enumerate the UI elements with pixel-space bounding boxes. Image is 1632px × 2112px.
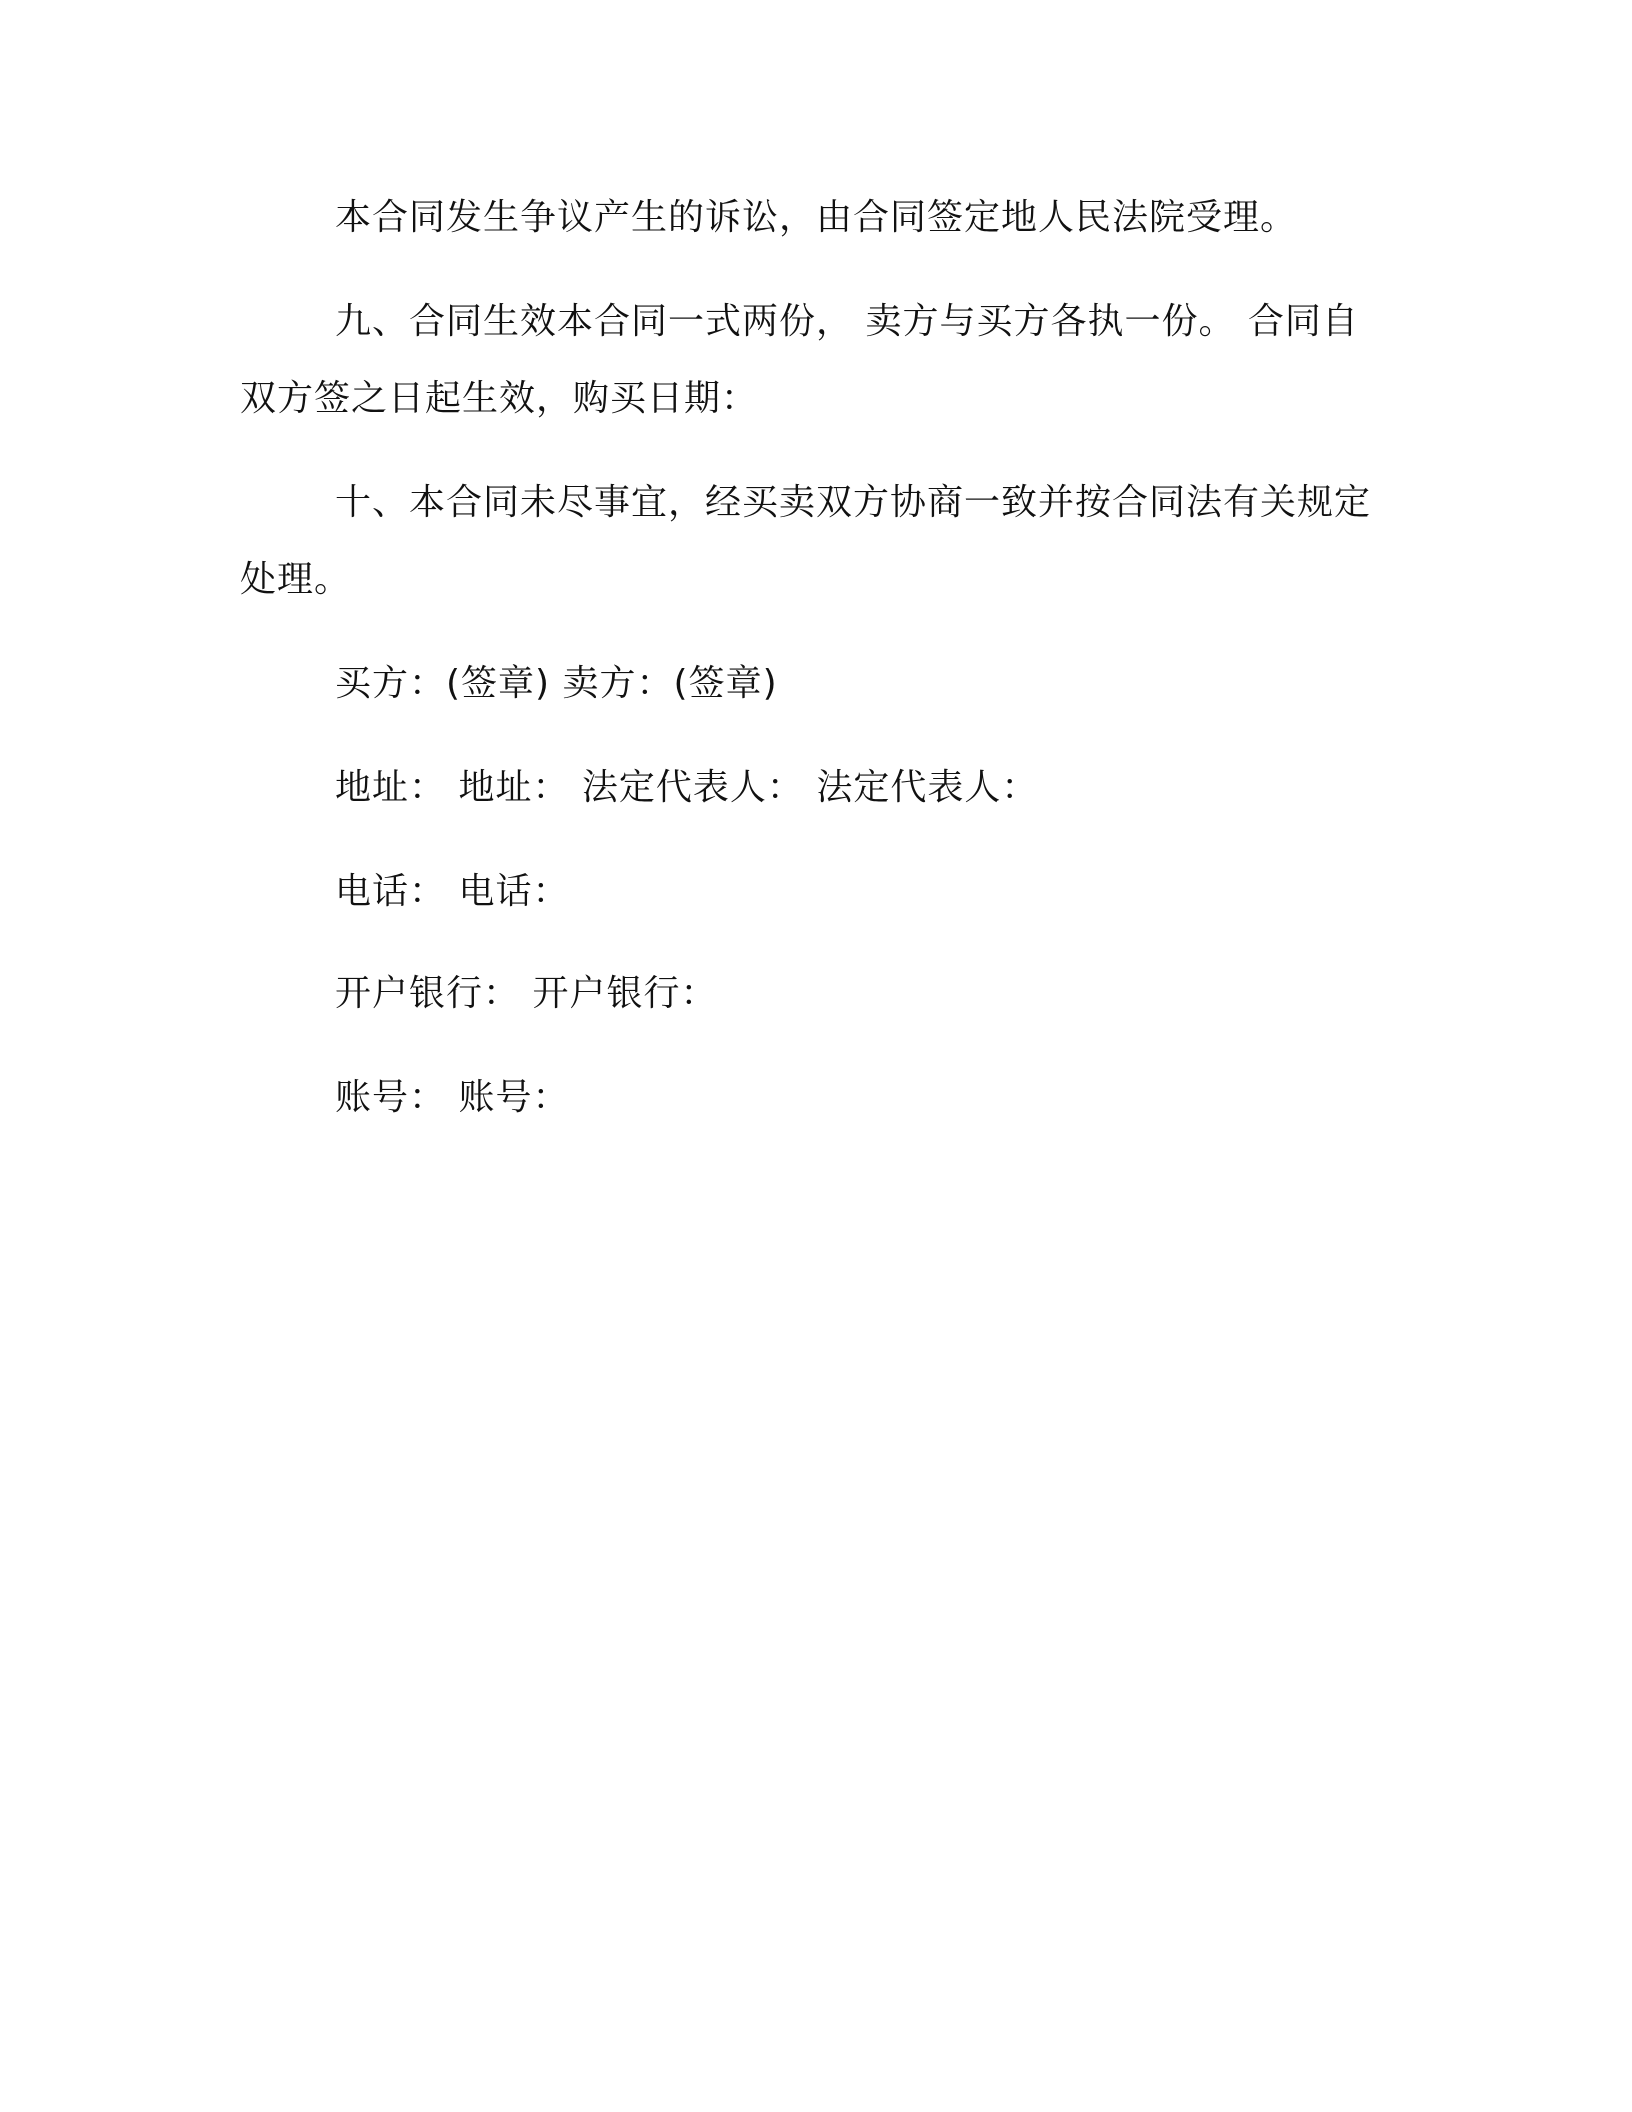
paragraph-line: 处理。 xyxy=(240,559,352,600)
paragraph-unresolved-matters-clause xyxy=(240,464,1380,618)
paragraph-effectiveness-clause xyxy=(240,283,1380,437)
paragraph-line: 十、本合同未尽事宜，经买卖双方协商一致并按合同法有关规定 xyxy=(335,482,1372,523)
address-representative-line xyxy=(240,749,1380,826)
paragraph-line: 账号： 账号： xyxy=(335,1077,570,1118)
paragraph-dispute-clause xyxy=(240,179,1380,256)
paragraph-line: 电话： 电话： xyxy=(335,871,570,912)
paragraph-line: 地址： 地址： 法定代表人： 法定代表人： xyxy=(335,767,1039,808)
phone-line xyxy=(240,853,1380,930)
account-line xyxy=(240,1059,1380,1136)
paragraph-line: 开户银行： 开户银行： xyxy=(335,973,718,1014)
paragraph-line: 双方签之日起生效，购买日期： xyxy=(240,378,759,419)
paragraph-line: 买方：(签章) 卖方：(签章) xyxy=(335,663,778,704)
paragraph-line: 九、合同生效本合同一式两份， 卖方与买方各执一份。 合同自 xyxy=(335,301,1359,342)
signature-line xyxy=(240,645,1380,722)
bank-line xyxy=(240,955,1380,1032)
paragraph-line: 本合同发生争议产生的诉讼，由合同签定地人民法院受理。 xyxy=(335,197,1298,238)
